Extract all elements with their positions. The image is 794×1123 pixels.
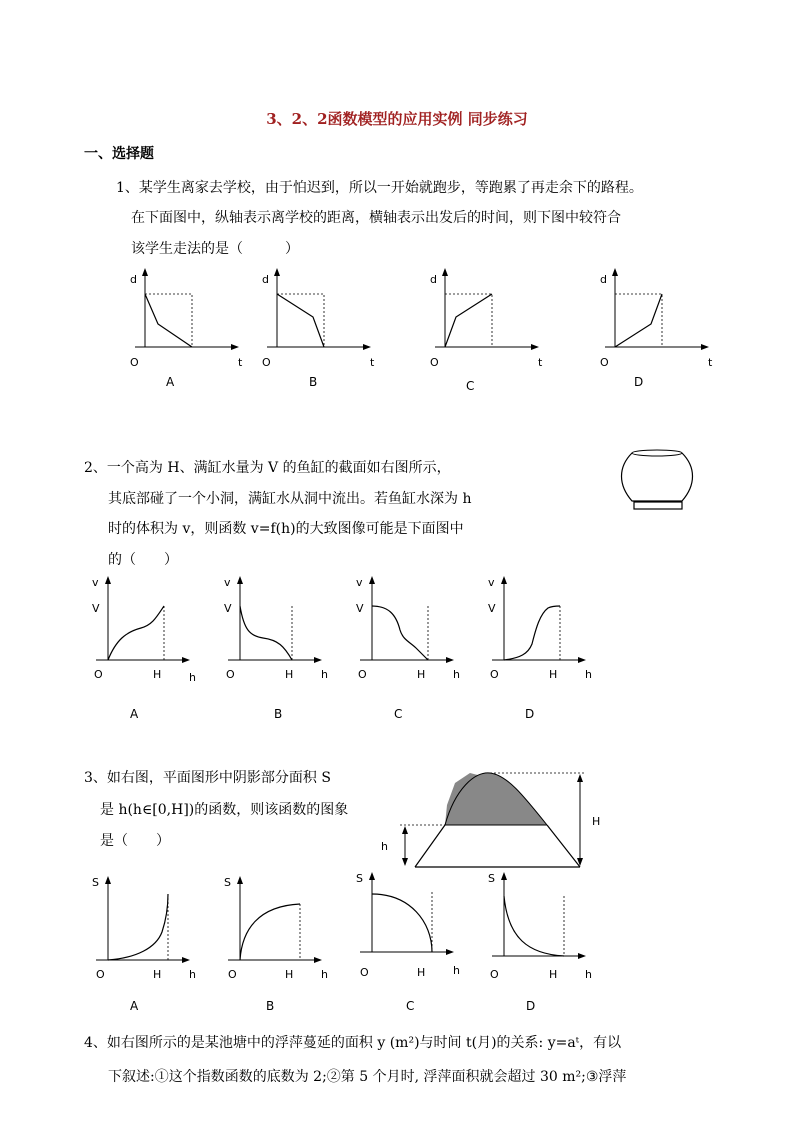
q4-line-1: 4、如右图所示的是某池塘中的浮萍蔓延的面积 y (m²)与时间 t(月)的关系: y=aᵗ，有以 [84, 1035, 622, 1051]
q1-graph-a [120, 262, 260, 392]
q3-line-2: 是 h(h∈[0,H])的函数，则该函数的图象 [100, 802, 349, 818]
page-title: 3、2、2函数模型的应用实例 同步练习 [266, 110, 528, 128]
q2-b-ymark: V [224, 602, 232, 615]
q3-a-origin: O [96, 968, 105, 981]
q3-graph-d [482, 866, 612, 1020]
q1-d-xlabel: t [708, 356, 713, 369]
shaded-area-figure [375, 765, 620, 875]
q3-b-ylabel: S [224, 876, 231, 889]
q2-option-d: D [525, 707, 535, 721]
q3-b-xmark: H [285, 968, 294, 981]
figure-H-label: H [592, 815, 601, 828]
q4-line-2: 下叙述:①这个指数函数的底数为 2;②第 5 个月时, 浮萍面积就会超过 30 m²;③浮萍 [108, 1069, 627, 1085]
q3-graph-b [218, 870, 348, 1020]
q3-a-xmark: H [153, 968, 162, 981]
q3-option-c: C [406, 999, 415, 1013]
q1-b-origin: O [262, 356, 271, 369]
q2-option-b: B [274, 707, 283, 721]
q3-c-xlabel: h [453, 964, 460, 977]
q1-graph-d [590, 262, 730, 392]
q2-option-a: A [130, 707, 139, 721]
q3-d-ylabel: S [488, 872, 495, 885]
q2-a-ymark: V [92, 602, 100, 615]
q3-c-origin: O [360, 966, 369, 979]
q2-graph-a [86, 570, 216, 725]
q1-option-b: B [309, 375, 318, 389]
q1-graph-b [252, 262, 392, 392]
q1-line-2: 在下面图中，纵轴表示离学校的距离，横轴表示出发后的时间，则下图中较符合 [131, 210, 621, 226]
q2-d-origin: O [490, 668, 499, 681]
q3-c-ylabel: S [356, 872, 363, 885]
q2-c-origin: O [358, 668, 367, 681]
q2-line-1: 2、一个高为 H、满缸水量为 V 的鱼缸的截面如右图所示， [84, 460, 451, 476]
q3-d-xmark: H [549, 968, 558, 981]
q2-graph-c [350, 570, 480, 725]
q2-option-c: C [394, 707, 403, 721]
q1-graph-c [420, 262, 560, 392]
q2-a-ylabel: v [92, 576, 99, 589]
q3-b-origin: O [228, 968, 237, 981]
q2-line-4: 的（ ） [108, 552, 178, 568]
q1-a-ylabel: d [130, 273, 137, 286]
q2-c-xlabel: h [453, 668, 460, 681]
q3-a-xlabel: h [189, 968, 196, 981]
q2-b-origin: O [226, 668, 235, 681]
q2-d-ymark: V [488, 602, 496, 615]
q1-c-origin: O [430, 356, 439, 369]
fish-tank-figure [620, 445, 700, 515]
q3-line-3: 是（ ） [100, 833, 170, 849]
q2-d-ylabel: v [488, 576, 495, 589]
q1-d-ylabel: d [600, 273, 607, 286]
q1-b-xlabel: t [370, 356, 375, 369]
q2-a-origin: O [94, 668, 103, 681]
q2-a-xmark: H [153, 668, 162, 681]
q1-option-d: D [634, 375, 644, 389]
q1-b-ylabel: d [262, 273, 269, 286]
q2-b-xmark: H [285, 668, 294, 681]
q2-c-ymark: V [356, 602, 364, 615]
q3-graph-a [86, 870, 216, 1020]
figure-h-label: h [381, 840, 388, 853]
q2-c-xmark: H [417, 668, 426, 681]
q1-line-1: 1、某学生离家去学校，由于怕迟到，所以一开始就跑步，等跑累了再走余下的路程。 [116, 180, 643, 196]
q3-b-xlabel: h [321, 968, 328, 981]
q2-c-ylabel: v [356, 576, 363, 589]
q2-a-xlabel: h [189, 671, 196, 684]
q3-c-xmark: H [417, 966, 426, 979]
q2-line-3: 时的体积为 v，则函数 v=f(h)的大致图像可能是下面图中 [108, 521, 464, 537]
q3-graph-c [350, 866, 480, 1020]
q3-d-origin: O [490, 968, 499, 981]
q1-a-origin: O [130, 356, 139, 369]
q1-option-a: A [166, 375, 175, 389]
q1-d-origin: O [600, 356, 609, 369]
q3-d-xlabel: h [585, 968, 592, 981]
q1-line-3: 该学生走法的是（ ） [131, 241, 299, 257]
q3-a-ylabel: S [92, 876, 99, 889]
q3-option-d: D [526, 999, 536, 1013]
q2-graph-d [482, 570, 612, 725]
q3-option-b: B [266, 999, 275, 1013]
section-heading: 一、选择题 [84, 146, 154, 162]
q2-d-xlabel: h [585, 668, 592, 681]
q1-c-ylabel: d [430, 273, 437, 286]
q2-line-2: 其底部碰了一个小洞，满缸水从洞中流出。若鱼缸水深为 h [108, 491, 472, 507]
q2-graph-b [218, 570, 348, 725]
q1-a-xlabel: t [238, 356, 243, 369]
q3-option-a: A [130, 999, 139, 1013]
q2-b-xlabel: h [321, 668, 328, 681]
q3-line-1: 3、如右图，平面图形中阴影部分面积 S [84, 770, 331, 786]
q2-b-ylabel: v [224, 576, 231, 589]
q1-c-xlabel: t [538, 356, 543, 369]
q1-option-c: C [466, 379, 475, 393]
q2-d-xmark: H [549, 668, 558, 681]
